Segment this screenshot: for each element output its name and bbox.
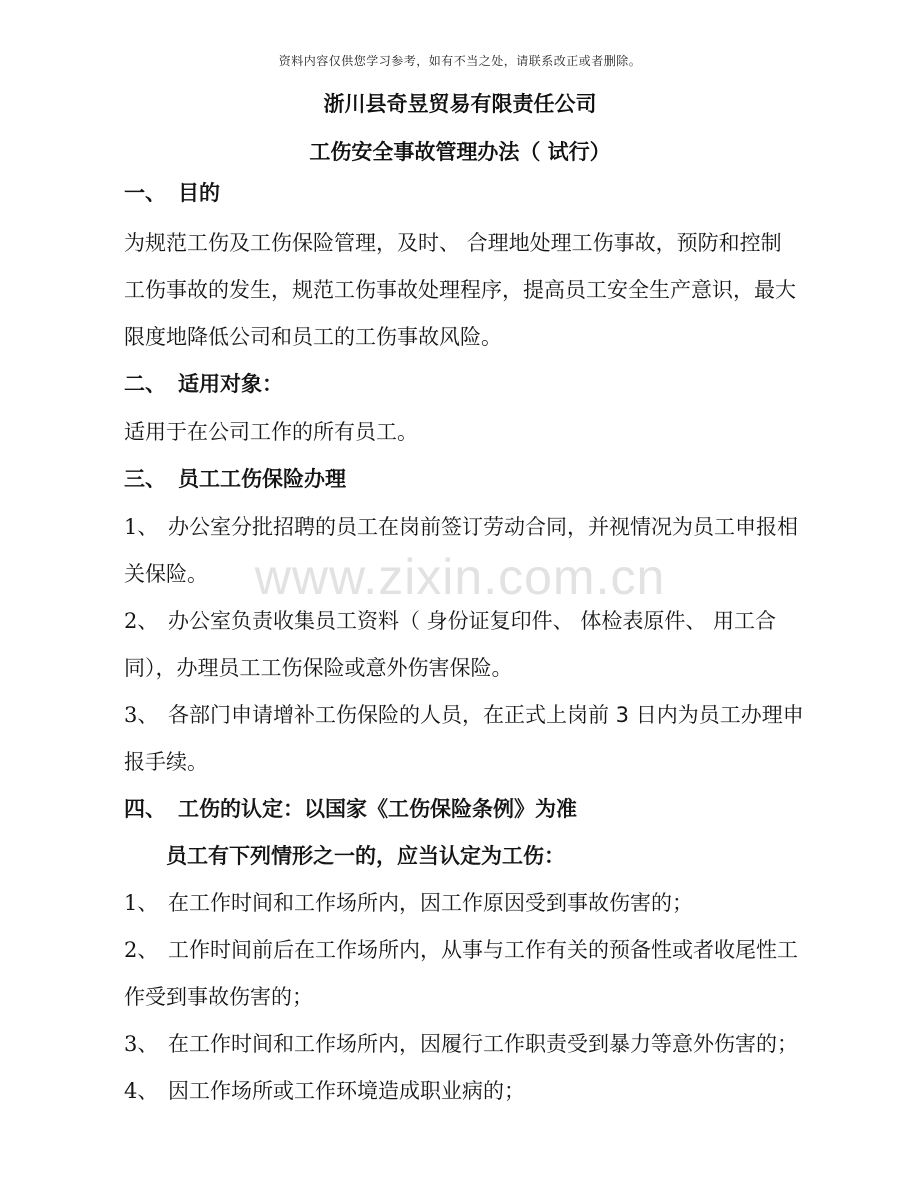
section-2-heading xyxy=(124,369,283,399)
section-3-item-2 xyxy=(124,606,776,636)
item-text: 办公室负责收集员工资料（ 身份证复印件、 体检表原件、 用工合 xyxy=(168,609,777,633)
section-2-title: 适用对象： xyxy=(178,372,283,396)
section-4-title: 工伤的认定：以国家《工伤保险条例》为准 xyxy=(178,797,577,821)
section-4-item-1 xyxy=(124,888,693,918)
section-1-title: 目的 xyxy=(178,181,220,205)
section-2-number: 二、 xyxy=(124,372,166,396)
item-number: 4、 xyxy=(124,1079,159,1103)
item-text: 工作时间前后在工作场所内，从事与工作有关的预备性或者收尾性工 xyxy=(168,938,798,962)
section-4-number: 四、 xyxy=(124,797,166,821)
item-number: 3、 xyxy=(124,703,159,727)
section-3-item-3 xyxy=(124,700,804,730)
section-1-paragraph-line-1: 为规范工伤及工伤保险管理，及时、 合理地处理工伤事故，预防和控制 xyxy=(124,231,782,255)
section-3-item-2-continued: 同），办理员工工伤保险或意外伤害保险。 xyxy=(124,656,513,680)
section-4-item-3 xyxy=(124,1029,798,1059)
document-title: 工伤安全事故管理办法（ 试行） xyxy=(309,140,611,164)
item-text: 在工作时间和工作场所内，因履行工作职责受到暴力等意外伤害的； xyxy=(168,1032,798,1056)
section-1-heading xyxy=(124,178,220,208)
section-3-item-1 xyxy=(124,512,798,542)
item-number: 1、 xyxy=(124,515,159,539)
item-text: 在工作时间和工作场所内，因工作原因受到事故伤害的； xyxy=(168,891,693,915)
section-1-paragraph-line-3: 限度地降低公司和员工的工伤事故风险。 xyxy=(124,325,502,349)
item-number: 3、 xyxy=(124,1032,159,1056)
section-1-number: 一、 xyxy=(124,181,166,205)
item-text: 因工作场所或工作环境造成职业病的； xyxy=(168,1079,525,1103)
section-4-item-2 xyxy=(124,935,798,965)
section-3-item-1-continued: 关保险。 xyxy=(124,562,208,586)
item-text: 各部门申请增补工伤保险的人员，在正式上岗前 3 日内为员工办理申 xyxy=(168,703,804,727)
section-4-item-4 xyxy=(124,1076,525,1106)
section-3-title: 员工工伤保险办理 xyxy=(178,467,346,491)
watermark: www.zixin.com.cn xyxy=(254,549,666,605)
section-4-item-2-continued: 作受到事故伤害的； xyxy=(124,985,313,1009)
item-number: 2、 xyxy=(124,938,159,962)
disclaimer-notice: 资料内容仅供您学习参考，如有不当之处，请联系改正或者删除。 xyxy=(278,54,642,68)
section-2-paragraph: 适用于在公司工作的所有员工。 xyxy=(124,420,418,444)
section-3-number: 三、 xyxy=(124,467,166,491)
section-3-heading xyxy=(124,464,346,494)
section-1-paragraph-line-2: 工伤事故的发生，规范工伤事故处理程序，提高员工安全生产意识，最大 xyxy=(124,278,796,302)
item-number: 2、 xyxy=(124,609,159,633)
section-3-item-3-continued: 报手续。 xyxy=(124,750,208,774)
item-number: 1、 xyxy=(124,891,159,915)
section-4-heading xyxy=(124,794,577,824)
section-4-intro: 员工有下列情形之一的，应当认定为工伤： xyxy=(166,844,565,868)
item-text: 办公室分批招聘的员工在岗前签订劳动合同，并视情况为员工申报相 xyxy=(168,515,798,539)
company-name: 浙川县奇昱贸易有限责任公司 xyxy=(323,92,597,116)
